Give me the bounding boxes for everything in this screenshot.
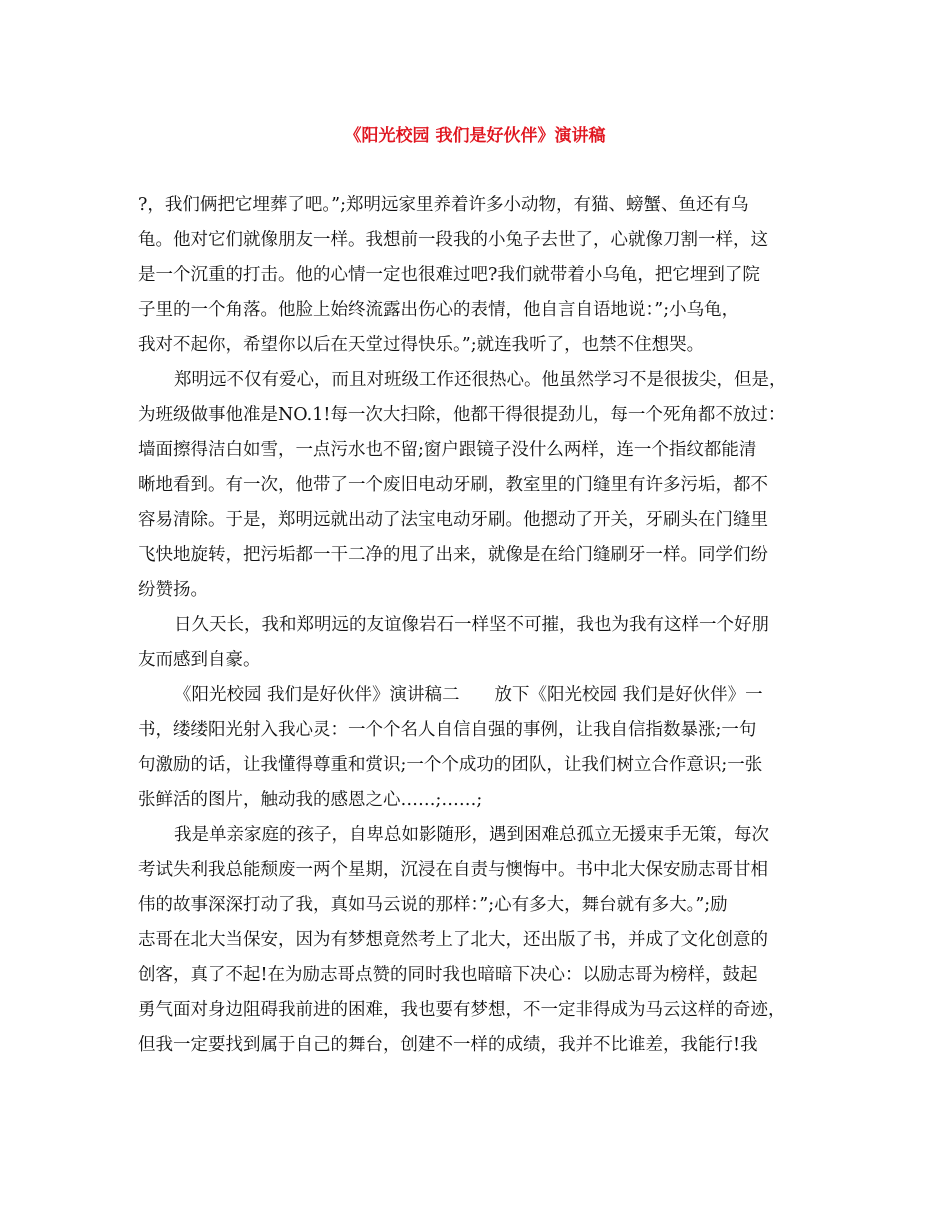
body-line: 但我一定要找到属于自己的舞台，创建不一样的成绩，我并不比谁差，我能行!我	[138, 1035, 758, 1055]
body-line: 晰地看到。有一次，他带了一个废旧电动牙刷，教室里的门缝里有许多污垢，都不	[138, 475, 768, 495]
body-line: 书，缕缕阳光射入我心灵：一个个名人自信自强的事例，让我自信指数暴涨;一句	[138, 720, 757, 740]
paragraph-first-line: 《阳光校园 我们是好伙伴》演讲稿二 放下《阳光校园 我们是好伙伴》一	[174, 685, 763, 705]
body-line: 是一个沉重的打击。他的心情一定也很难过吧?我们就带着小乌龟，把它埋到了院	[138, 265, 760, 285]
paragraph-first-line: 我是单亲家庭的孩子，自卑总如影随形，遇到困难总孤立无援束手无策，每次	[174, 825, 769, 845]
body-line: 我对不起你，希望你以后在天堂过得快乐。”;就连我听了，也禁不住想哭。	[138, 335, 705, 355]
body-line: 张鲜活的图片，触动我的感恩之心……;……;	[138, 790, 483, 810]
body-line: 为班级做事他准是NO.1!每一次大扫除，他都干得很提劲儿，每一个死角都不放过：	[138, 405, 786, 425]
document-title: 《阳光校园 我们是好伙伴》演讲稿	[344, 126, 606, 146]
body-line: 友而感到自豪。	[138, 650, 261, 670]
body-line: 创客，真了不起!在为励志哥点赞的同时我也暗暗下决心：以励志哥为榜样，鼓起	[138, 965, 758, 985]
body-line: 墙面擦得洁白如雪，一点污水也不留;窗户跟镜子没什么两样，连一个指纹都能清	[138, 440, 757, 460]
body-line: ?，我们俩把它埋葬了吧。”;郑明远家里养着许多小动物，有猫、螃蟹、鱼还有乌	[138, 195, 749, 215]
body-line: 志哥在北大当保安，因为有梦想竟然考上了北大，还出版了书，并成了文化创意的	[138, 930, 768, 950]
paragraph-first-line: 郑明远不仅有爱心，而且对班级工作还很热心。他虽然学习不是很拔尖，但是，	[174, 370, 787, 390]
body-line: 纷赞扬。	[138, 580, 208, 600]
body-line: 子里的一个角落。他脸上始终流露出伤心的表情，他自言自语地说：”;小乌龟，	[138, 300, 740, 320]
body-line: 伟的故事深深打动了我，真如马云说的那样：”;心有多大，舞台就有多大。”;励	[138, 895, 728, 915]
body-line: 容易清除。于是，郑明远就出动了法宝电动牙刷。他摁动了开关，牙刷头在门缝里	[138, 510, 768, 530]
body-line: 考试失利我总能颓废一两个星期，沉浸在自责与懊悔中。书中北大保安励志哥甘相	[138, 860, 768, 880]
paragraph-first-line: 日久天长，我和郑明远的友谊像岩石一样坚不可摧，我也为我有这样一个好朋	[174, 615, 769, 635]
body-line: 飞快地旋转，把污垢都一干二净的甩了出来，就像是在给门缝刷牙一样。同学们纷	[138, 545, 768, 565]
body-line: 龟。他对它们就像朋友一样。我想前一段我的小兔子去世了，心就像刀割一样，这	[138, 230, 768, 250]
body-line: 勇气面对身边阻碍我前进的困难，我也要有梦想，不一定非得成为马云这样的奇迹，	[138, 1000, 786, 1020]
body-line: 句激励的话，让我懂得尊重和赏识;一个个成功的团队，让我们树立合作意识;一张	[138, 755, 763, 775]
